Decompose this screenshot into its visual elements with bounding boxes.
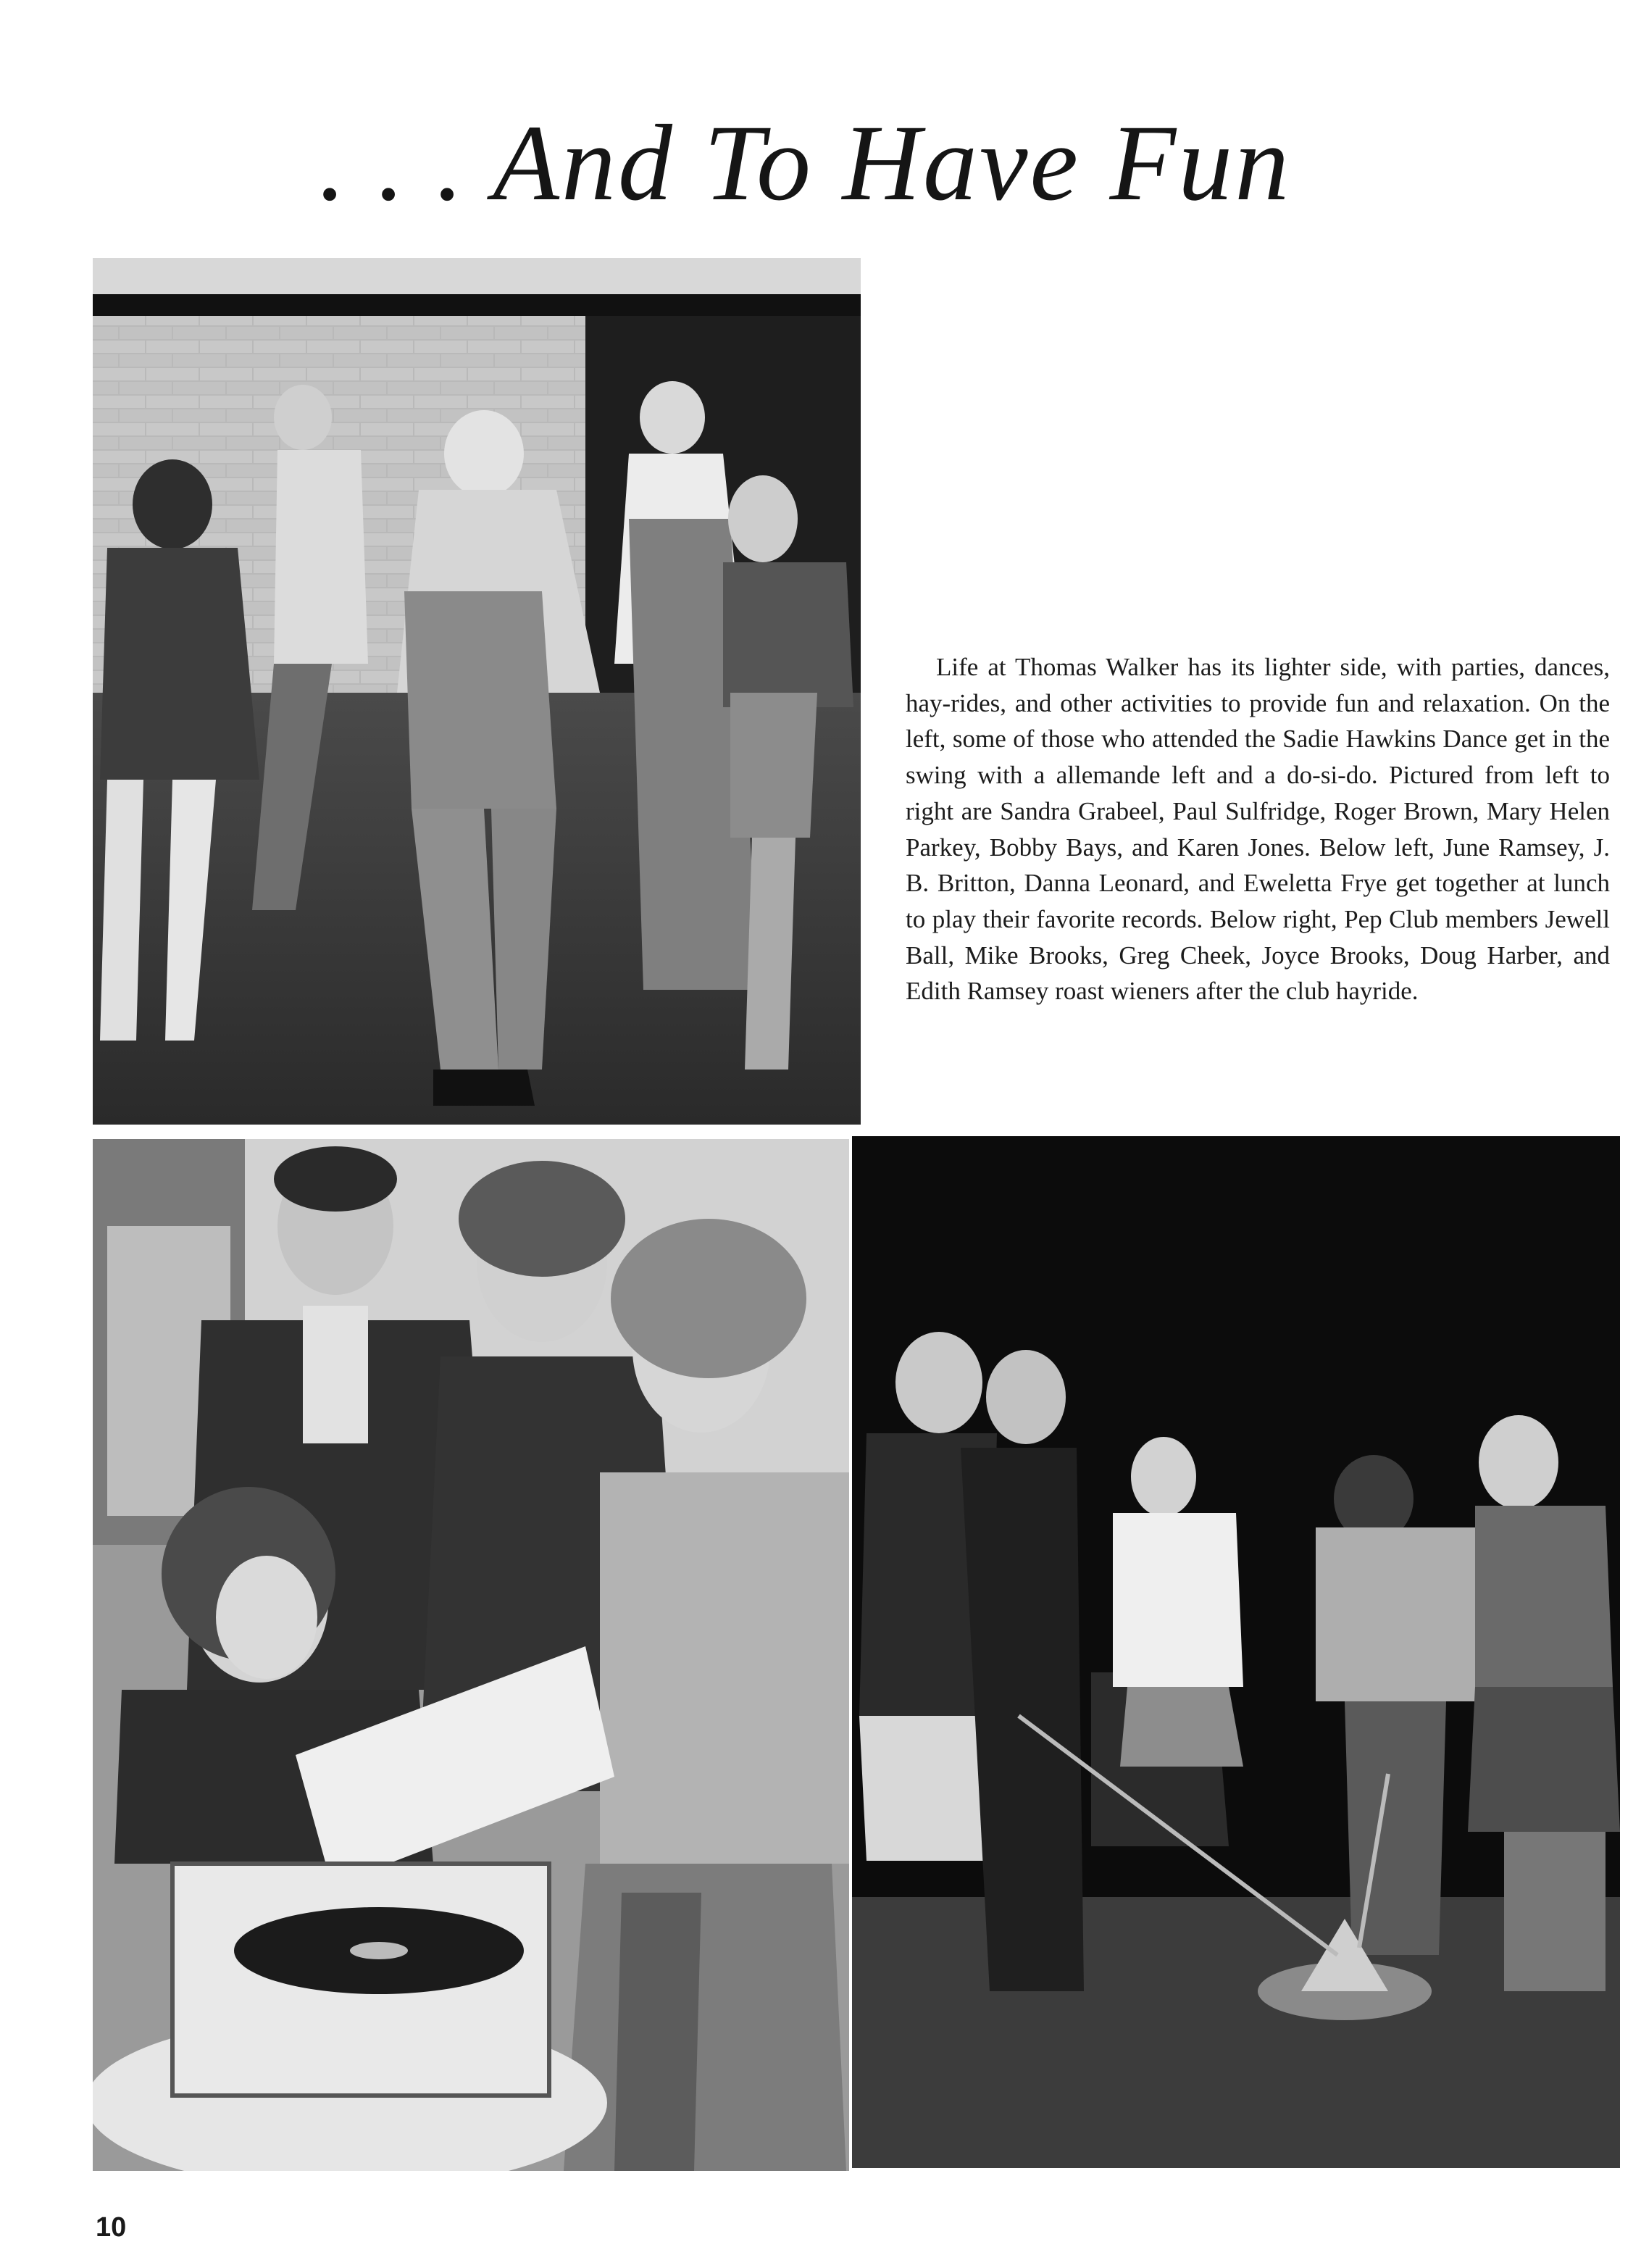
photo-record-player: [93, 1139, 849, 2171]
page-number: 10: [96, 2212, 127, 2243]
photo-caption: Life at Thomas Walker has its lighter side, with parties, dances, hay-rides, and other activities to provide fun and relaxation. On the left, some of those who attended the Sadie Hawkins Dance get in the swing with a allemande left and a do-si-do. Pictured from left to right are Sandra Grabeel, Paul Sulfridge, Roger Brown, Mary Helen Parkey, Bobby Bays, and Karen Jones. Below left, June Ramsey, J. B. Britton, Danna Leonard, and Eweletta Frye get together at lunch to play their favorite records. Below right, Pep Club members Jewell Ball, Mike Brooks, Greg Cheek, Joyce Brooks, Doug Harber, and Edith Ramsey roast wieners after the club hayride.: [906, 653, 1610, 1006]
photo-wiener-roast: [852, 1136, 1620, 2168]
photo-sadie-hawkins-dance: [93, 258, 861, 1125]
page-title: . . . And To Have Fun: [319, 103, 1292, 223]
